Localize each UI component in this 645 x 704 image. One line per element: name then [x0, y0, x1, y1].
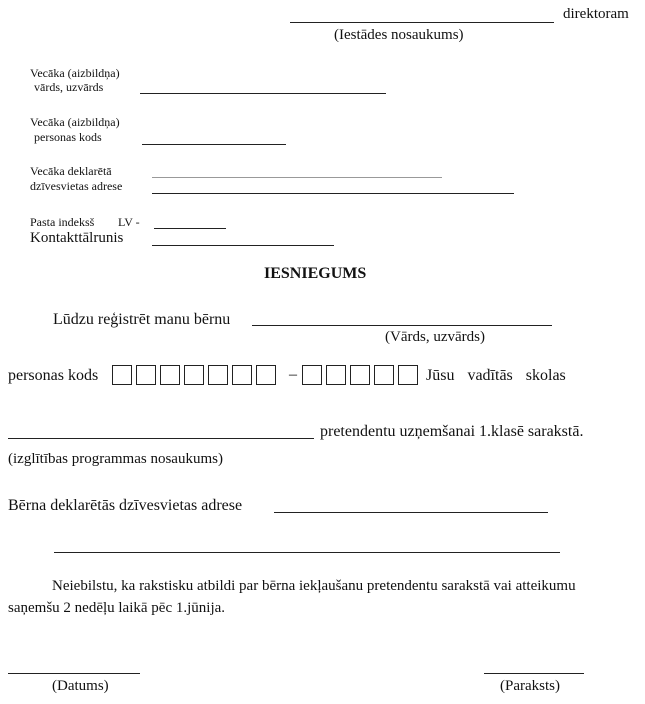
parent-address-label-2: dzīvesvietas adrese: [30, 179, 123, 193]
child-code-label: personas kods: [8, 367, 99, 384]
code-digit-box[interactable]: [160, 365, 180, 385]
postal-code-label: Pasta indeksš: [30, 215, 95, 229]
parent-name-field[interactable]: [140, 93, 386, 94]
school-text: Jūsu vadītās skolas: [426, 367, 566, 384]
code-digit-box[interactable]: [398, 365, 418, 385]
request-text: Lūdzu reģistrēt manu bērnu: [53, 311, 231, 328]
signature-caption: (Paraksts): [500, 678, 560, 694]
code-digit-box[interactable]: [350, 365, 370, 385]
code-digit-box[interactable]: [184, 365, 204, 385]
signature-field[interactable]: [484, 673, 584, 674]
code-separator: –: [289, 366, 297, 383]
child-address-field-1[interactable]: [274, 512, 548, 513]
parent-name-label-1: Vecāka (aizbildņa): [30, 66, 120, 80]
parent-code-label-1: Vecāka (aizbildņa): [30, 115, 120, 129]
consent-paragraph: Neiebilstu, ka rakstisku atbildi par bērna iekļaušanu pretendentu sarakstā vai atteikumu saņemšu 2 nedēļu laikā pēc 1.jūnija.: [8, 578, 576, 616]
child-name-field[interactable]: [252, 325, 552, 326]
date-caption: (Datums): [52, 678, 109, 694]
document-title: IESNIEGUMS: [264, 265, 367, 282]
parent-name-label-2: vārds, uzvārds: [34, 80, 104, 94]
institution-name-field[interactable]: [290, 22, 554, 23]
code-digit-box[interactable]: [136, 365, 156, 385]
code-digit-box[interactable]: [256, 365, 276, 385]
program-name-field[interactable]: [8, 438, 314, 439]
code-digit-box[interactable]: [326, 365, 346, 385]
code-digit-box[interactable]: [208, 365, 228, 385]
postal-code-prefix: LV -: [118, 215, 140, 229]
parent-address-field-1[interactable]: [152, 177, 442, 178]
parent-code-label-2: personas kods: [34, 130, 102, 144]
institution-caption: (Iestādes nosaukums): [334, 27, 464, 43]
child-address-label: Bērna deklarētās dzīvesvietas adrese: [8, 497, 243, 514]
postal-code-field[interactable]: [154, 228, 226, 229]
child-name-caption: (Vārds, uzvārds): [385, 329, 485, 345]
program-text: pretendentu uzņemšanai 1.klasē sarakstā.: [320, 423, 584, 440]
code-digit-box[interactable]: [112, 365, 132, 385]
director-label: direktoram: [563, 6, 629, 22]
phone-field[interactable]: [152, 245, 334, 246]
parent-address-field-2[interactable]: [152, 193, 514, 194]
code-digit-box[interactable]: [232, 365, 252, 385]
child-address-field-2[interactable]: [54, 552, 560, 553]
parent-code-field[interactable]: [142, 144, 286, 145]
parent-address-label-1: Vecāka deklarētā: [30, 164, 112, 178]
code-digit-box[interactable]: [302, 365, 322, 385]
phone-label: Kontakttālrunis: [30, 230, 124, 246]
program-caption: (izglītības programmas nosaukums): [8, 451, 223, 467]
code-digit-box[interactable]: [374, 365, 394, 385]
date-field[interactable]: [8, 673, 140, 674]
